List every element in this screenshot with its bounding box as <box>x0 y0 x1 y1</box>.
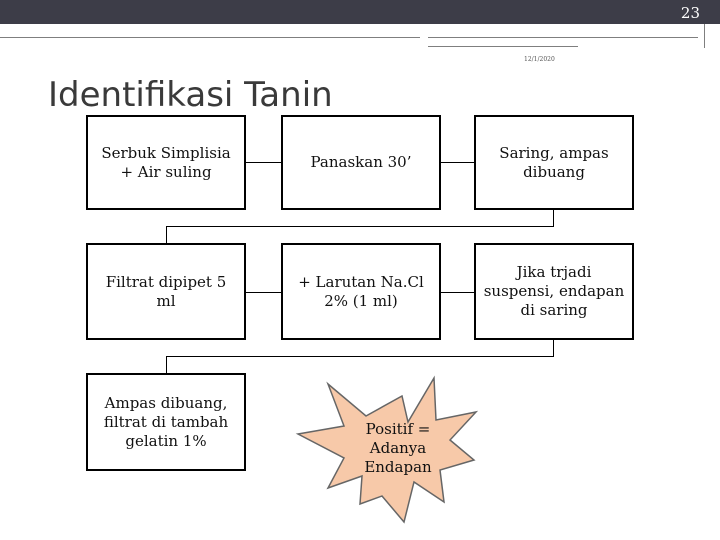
slide-date: 12/1/2020 <box>524 56 555 63</box>
connector-to-7 <box>166 356 167 373</box>
step-label: Filtrat dipipet 5 ml <box>105 272 227 310</box>
header-rule-lower <box>428 46 578 47</box>
result-text: Positif = Adanya Endapan <box>364 420 432 476</box>
header-rule-vertical <box>704 24 705 48</box>
connector-2-3 <box>441 162 474 163</box>
step-box-filtrat-dipipet <box>86 243 246 340</box>
connector-1-2 <box>246 162 281 163</box>
step-box-ampas-dibuang <box>86 373 246 471</box>
connector-to-4 <box>166 226 167 243</box>
header-rule-left <box>0 37 420 38</box>
step-label: Serbuk Simplisia + Air suling <box>101 143 231 181</box>
connector-6-down <box>553 340 554 357</box>
slide-number: 23 <box>680 4 700 22</box>
step-box-serbuk-simplisia <box>86 115 246 210</box>
connector-row2-return <box>166 356 554 357</box>
step-label: Jika trjadi suspensi, endapan di saring <box>483 263 625 319</box>
step-label: Ampas dibuang, filtrat di tambah gelatin 1% <box>103 393 229 450</box>
step-label: Saring, ampas dibuang <box>499 143 609 181</box>
connector-3-down <box>553 210 554 227</box>
page-title: Identifikasi Tanin <box>48 74 333 115</box>
top-bar <box>0 0 720 24</box>
step-box-larutan-nacl <box>281 243 441 340</box>
step-box-panaskan <box>281 115 441 210</box>
header-rule-right <box>428 37 698 38</box>
step-box-suspensi <box>474 243 634 340</box>
connector-row1-return <box>166 226 554 227</box>
step-label: + Larutan Na.Cl 2% (1 ml) <box>298 272 424 310</box>
connector-5-6 <box>441 292 474 293</box>
step-box-saring <box>474 115 634 210</box>
step-label: Panaskan 30’ <box>310 153 412 171</box>
connector-4-5 <box>246 292 281 293</box>
